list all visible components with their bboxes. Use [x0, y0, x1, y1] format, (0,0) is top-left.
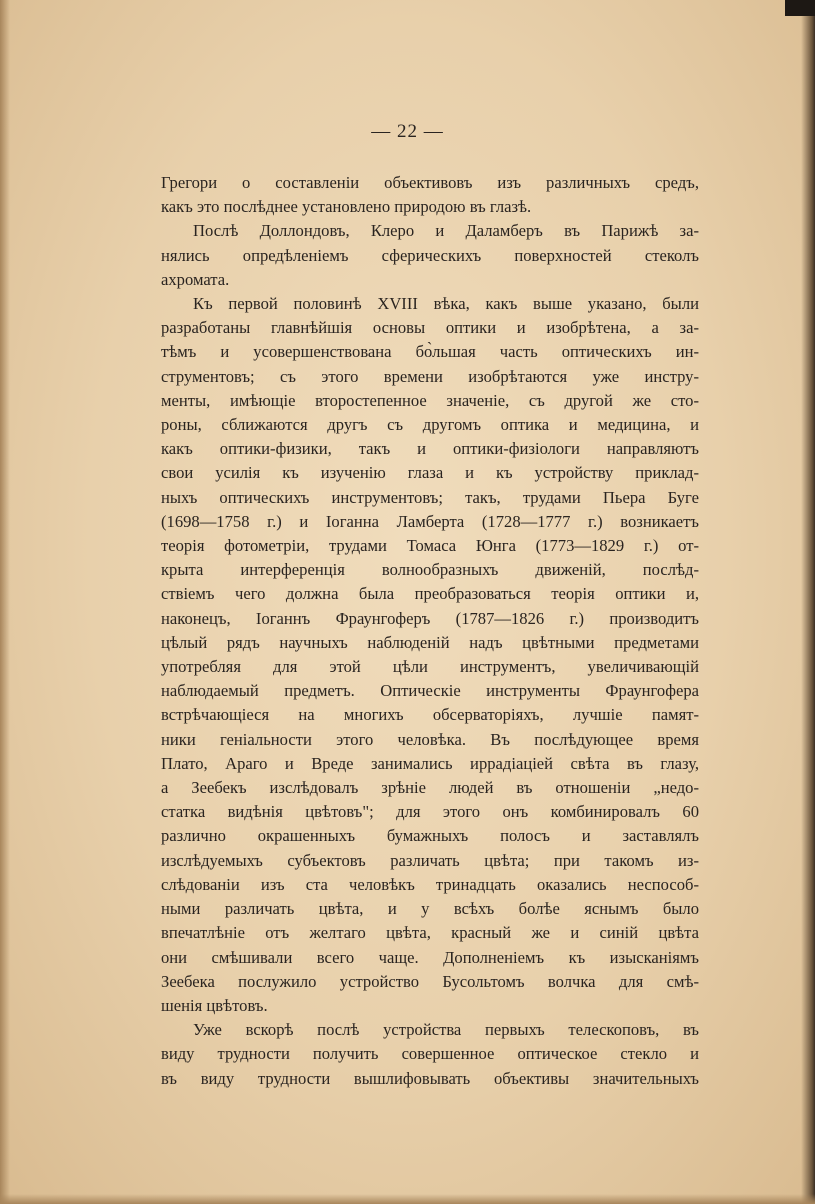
text-line: различно окрашенныхъ бумажныхъ полосъ и заставлялъ — [161, 826, 699, 846]
text-line: статка видѣнія цвѣтовъ"; для этого онъ комбинировалъ 60 — [161, 802, 699, 822]
text-line: Къ первой половинѣ XVIII вѣка, какъ выше указано, были — [193, 294, 699, 314]
text-line: Послѣ Доллондовъ, Клеро и Даламберъ въ Парижѣ за- — [193, 221, 699, 241]
text-line: менты, имѣющіе второстепенное значеніе, съ другой же сто- — [161, 390, 699, 410]
text-line: свои усилія къ изученію глаза и къ устройству приклад- — [161, 463, 699, 483]
text-line: они смѣшивали всего чаще. Дополненіемъ къ изысканіямъ — [161, 947, 699, 967]
text-line: крыта интерференція волнообразныхъ движеній, послѣд- — [161, 560, 699, 580]
text-line: тѣмъ и усовершенствована бо̀льшая часть оптическихъ ин- — [161, 342, 699, 362]
text-line: роны, сближаются другъ съ другомъ оптика и медицина, и — [161, 415, 699, 435]
text-line: ахромата. — [161, 269, 230, 289]
text-line: цѣлый рядъ научныхъ наблюденій надъ цвѣтными предметами — [161, 632, 699, 652]
text-line: употребляя для этой цѣли инструментъ, увеличивающій — [161, 657, 699, 677]
text-line: впечатлѣніе отъ желтаго цвѣта, красный же и синій цвѣта — [161, 923, 699, 943]
text-line: ники геніальности этого человѣка. Въ послѣдующее время — [161, 729, 699, 749]
text-line: слѣдованіи изъ ста человѣкъ тринадцать оказались неспособ- — [161, 874, 699, 894]
text-line: Уже вскорѣ послѣ устройства первыхъ телескоповъ, въ — [193, 1020, 699, 1040]
page-corner-shadow — [785, 0, 815, 16]
text-line: а Зеебекъ изслѣдовалъ зрѣніе людей въ отношеніи „недо- — [161, 778, 699, 798]
text-line: наконецъ, Іоганнъ Фраунгоферъ (1787—1826 г.) производитъ — [161, 608, 699, 628]
page-number: — 22 — — [371, 121, 444, 142]
page-left-edge — [0, 0, 10, 1204]
text-line: нялись опредѣленіемъ сферическихъ поверхностей стеколъ — [161, 245, 699, 265]
text-line: ствіемъ чего должна была преобразоваться теорія оптики и, — [161, 584, 699, 604]
text-line: какъ это послѣднее установлено природою въ глазѣ. — [161, 197, 532, 217]
text-line: наблюдаемый предметъ. Оптическіе инструменты Фраунгофера — [161, 681, 699, 701]
text-line: (1698—1758 г.) и Іоганна Ламберта (1728—1777 г.) возникаетъ — [161, 511, 699, 531]
body-text — [161, 171, 699, 1091]
text-line: виду трудности получить совершенное оптическое стекло и — [161, 1044, 699, 1064]
text-line: теорія фотометріи, трудами Томаса Юнга (1773—1829 г.) от- — [161, 536, 699, 556]
text-line: струментовъ; съ этого времени изобрѣтаются уже инстру- — [161, 366, 699, 386]
text-line: Грегори о составленіи объективовъ изъ различныхъ средъ, — [161, 173, 699, 192]
page-bottom-edge — [0, 1194, 815, 1204]
text-line: ными различать цвѣта, и у всѣхъ болѣе яснымъ было — [161, 899, 699, 919]
text-line: ныхъ оптическихъ инструментовъ; такъ, трудами Пьера Буге — [161, 487, 699, 507]
text-line: шенія цвѣтовъ. — [161, 995, 268, 1015]
text-line: разработаны главнѣйшія основы оптики и изобрѣтена, а за- — [161, 318, 699, 338]
page-right-edge — [801, 0, 815, 1204]
text-line: Плато, Араго и Вреде занимались иррадіаціей свѣта въ глазу, — [161, 753, 699, 773]
text-line: изслѣдуемыхъ субъектовъ различать цвѣта; при такомъ из- — [161, 850, 699, 870]
text-line: Зеебека послужило устройство Бусольтомъ волчка для смѣ- — [161, 971, 699, 991]
text-line: встрѣчающіеся на многихъ обсерваторіяхъ, лучшіе памят- — [161, 705, 699, 725]
text-line: въ виду трудности вышлифовывать объективы значительныхъ — [161, 1068, 699, 1088]
text-line: какъ оптики-физики, такъ и оптики-физіологи направляютъ — [161, 439, 699, 459]
